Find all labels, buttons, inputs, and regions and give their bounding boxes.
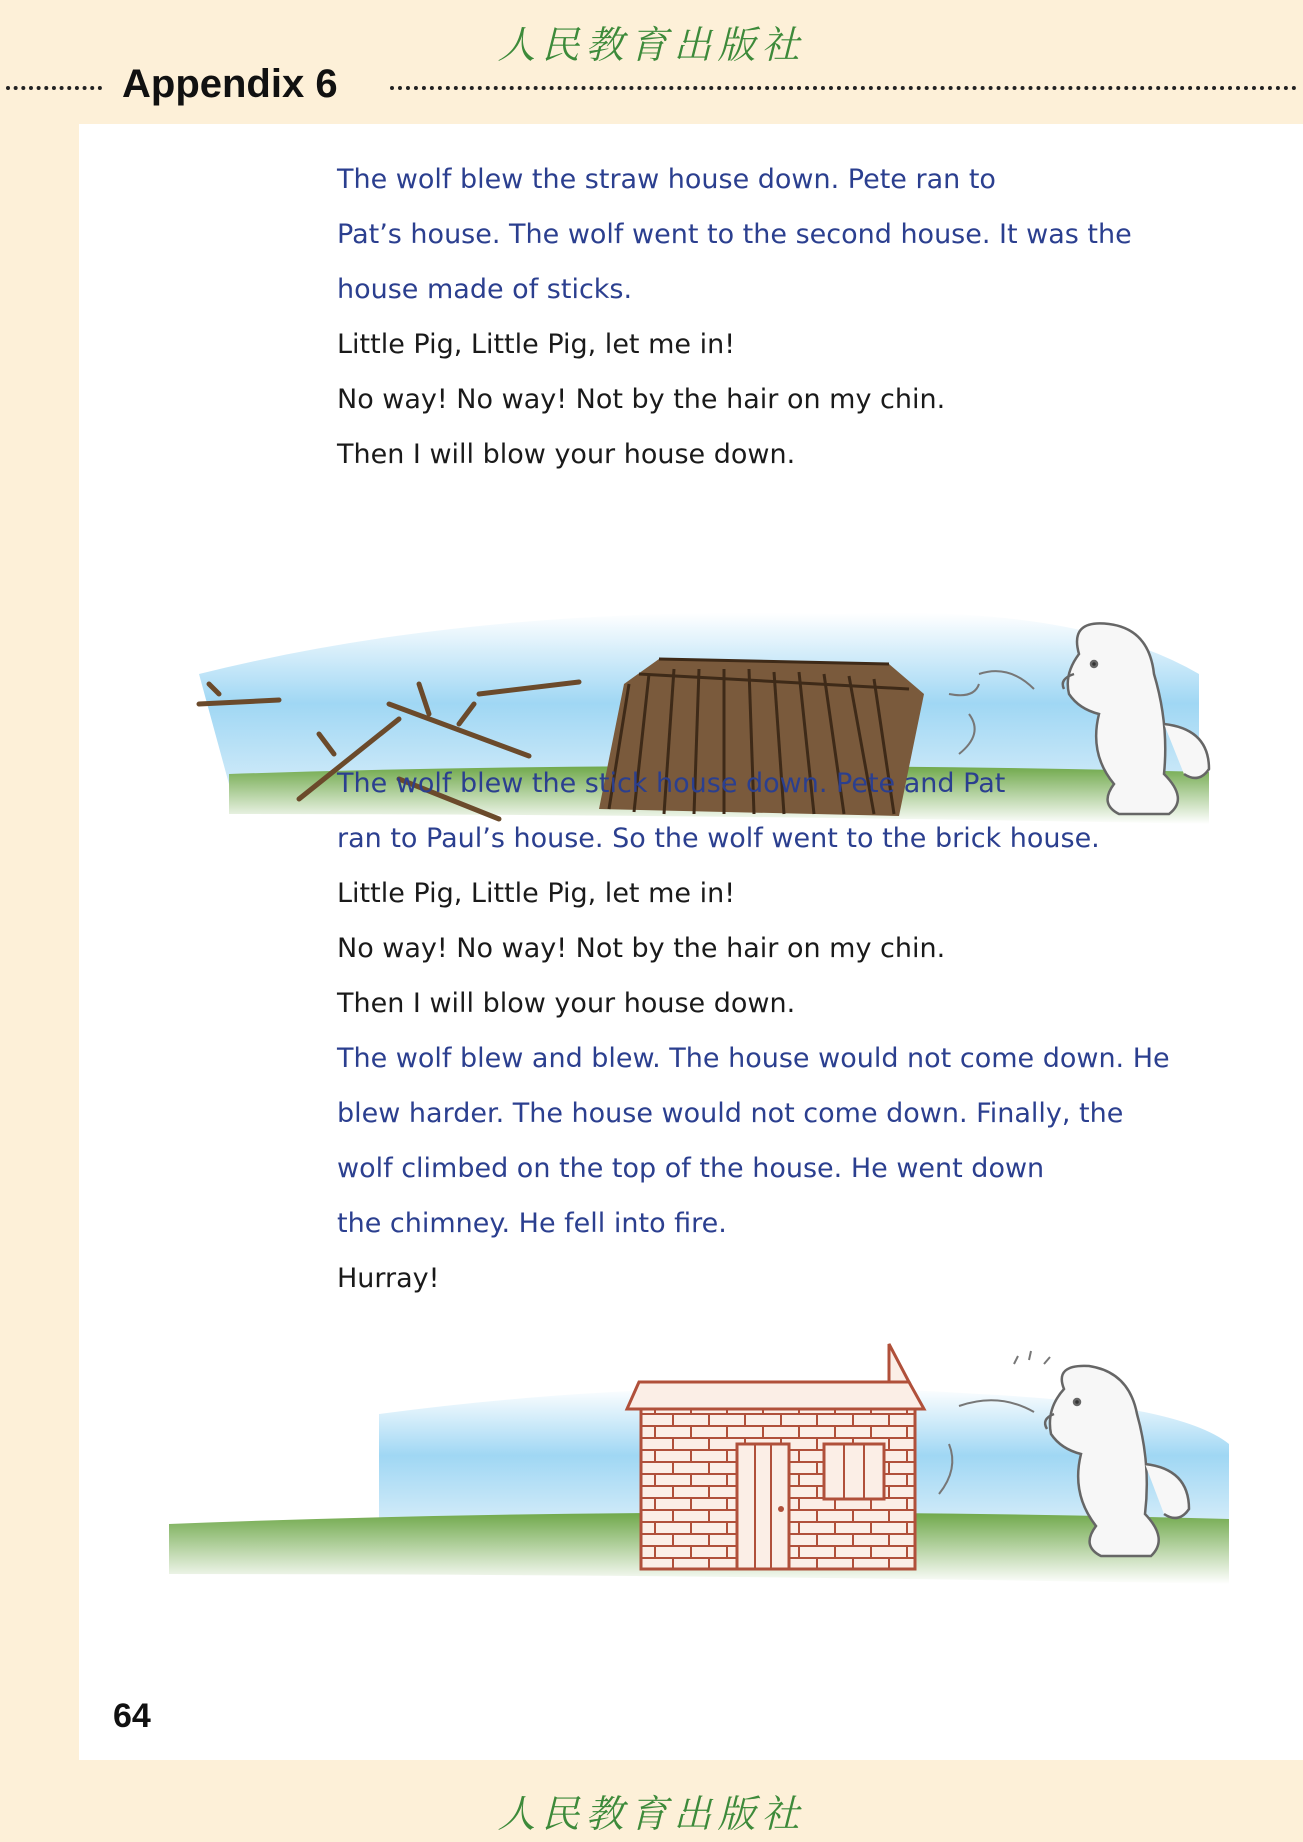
speech-text: Then I will blow your house down. bbox=[337, 439, 796, 470]
speech-text: Little Pig, Little Pig, let me in! bbox=[337, 878, 736, 909]
appendix-header bbox=[0, 62, 1303, 114]
speech-text: Pat’s house. The wolf went to the second house. It was the bbox=[337, 219, 1132, 250]
speech-text: No way! No way! Not by the hair on my chin. bbox=[337, 384, 946, 415]
header-dots-right bbox=[390, 86, 1297, 90]
speech-text: The wolf blew the straw house down. Pete ran to bbox=[337, 164, 996, 195]
appendix-title: Appendix 6 bbox=[122, 62, 338, 106]
speech-text: blew harder. The house would not come down. Finally, the bbox=[337, 1098, 1124, 1129]
speech-text: Hurray! bbox=[337, 1263, 440, 1294]
brick-house-illustration bbox=[79, 1294, 1303, 1634]
speech-text: The wolf blew the stick house down. Pete and Pat bbox=[337, 768, 1006, 799]
header-dots-left bbox=[6, 86, 102, 90]
speech-text: Then I will blow your house down. bbox=[337, 988, 796, 1019]
speech-text: the chimney. He fell into fire. bbox=[337, 1208, 727, 1239]
speech-text: ran to Paul’s house. So the wolf went to the brick house. bbox=[337, 823, 1100, 854]
speech-text: wolf climbed on the top of the house. He went down bbox=[337, 1153, 1045, 1184]
speech-text: The wolf blew and blew. The house would not come down. He bbox=[337, 1043, 1170, 1074]
stick-house-illustration bbox=[79, 524, 1303, 854]
publisher-logo-bottom: 人民教育出版社 bbox=[497, 1792, 806, 1836]
page-panel bbox=[79, 124, 1303, 1760]
house-window bbox=[824, 1444, 884, 1499]
speech-text: house made of sticks. bbox=[337, 274, 633, 305]
brick-house bbox=[627, 1344, 924, 1569]
page-number: 64 bbox=[113, 1697, 151, 1735]
speech-text: Little Pig, Little Pig, let me in! bbox=[337, 329, 736, 360]
speech-text: No way! No way! Not by the hair on my chin. bbox=[337, 933, 946, 964]
publisher-logo-top: 人民教育出版社 bbox=[497, 23, 806, 67]
